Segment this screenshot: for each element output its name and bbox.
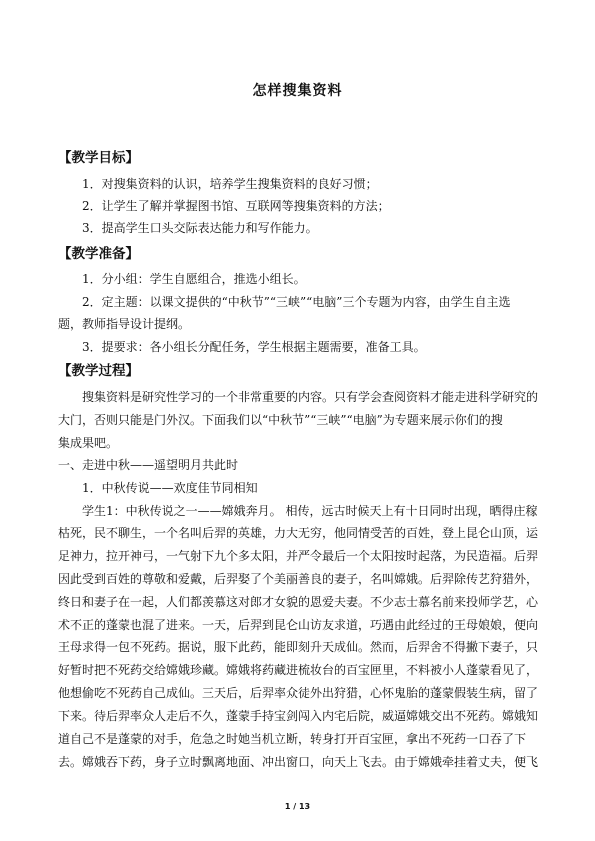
section-heading-process: 【教学过程】 xyxy=(58,363,139,379)
text-line: 2．让学生了解并掌握图书馆、互联网等搜集资料的方法； xyxy=(82,199,390,213)
text-line: 一、走进中秋——遥望明月共此时 xyxy=(58,458,239,472)
section-heading-preparation: 【教学准备】 xyxy=(58,246,139,262)
document-title: 怎样搜集资料 xyxy=(252,83,343,99)
page-number: 1 / 13 xyxy=(284,802,311,811)
text-line: 1．分小组：学生自愿组合，推选小组长。 xyxy=(82,272,306,286)
text-line: 1．对搜集资料的认识，培养学生搜集资料的良好习惯； xyxy=(82,177,378,191)
text-line: 去。嫦娥吞下药，身子立时飘离地面、冲出窗口，向天上飞去。由于嫦娥牵挂着丈夫，便飞 xyxy=(58,755,539,769)
text-line: 大门，否则只能是门外汉。下面我们以“中秋节”“三峡”“电脑”为专题来展示你们的搜 xyxy=(58,413,503,427)
text-line: 足神力，拉开神弓，一气射下九个多太阳，并严令最后一个太阳按时起落，为民造福。后羿 xyxy=(58,549,539,563)
text-line: 1．中秋传说——欢度佳节同相知 xyxy=(82,481,258,495)
text-line: 枯死，民不聊生，一个名叫后羿的英雄，力大无穷，他同情受苦的百姓，登上昆仑山顶，运 xyxy=(58,526,539,540)
text-line: 术不正的蓬蒙也混了进来。一天，后羿到昆仑山访友求道，巧遇由此经过的王母娘娘，便向 xyxy=(58,618,539,632)
text-line: 3．提高学生口头交际表达能力和写作能力。 xyxy=(82,221,318,235)
text-line: 他想偷吃不死药自己成仙。三天后，后羿率众徒外出狩猎，心怀鬼胎的蓬蒙假装生病，留了 xyxy=(58,686,539,700)
text-line: 题，教师指导设计提纲。 xyxy=(58,317,191,331)
text-line: 集成果吧。 xyxy=(58,436,119,450)
text-line: 因此受到百姓的尊敬和爱戴，后羿娶了个美丽善良的妻子，名叫嫦娥。后羿除传艺狩猎外， xyxy=(58,572,539,586)
text-line: 学生1：中秋传说之一——嫦娥奔月。 相传，远古时候天上有十日同时出现，晒得庄稼 xyxy=(82,504,538,518)
text-line: 搜集资料是研究性学习的一个非常重要的内容。只有学会查阅资料才能走进科学研究的 xyxy=(82,390,539,404)
text-line: 王母求得一包不死药。据说，服下此药，能即刻升天成仙。然而，后羿舍不得撇下妻子，只 xyxy=(58,640,539,654)
text-line: 道自己不是蓬蒙的对手，危急之时她当机立断，转身打开百宝匣，拿出不死药一口吞了下 xyxy=(58,732,527,746)
text-line: 3．提要求：各小组长分配任务，学生根据主题需要，准备工具。 xyxy=(82,340,426,354)
section-heading-objectives: 【教学目标】 xyxy=(58,150,139,166)
text-line: 下来。待后羿率众人走后不久，蓬蒙手持宝剑闯入内宅后院，威逼嫦娥交出不死药。嫦娥知 xyxy=(58,709,539,723)
text-line: 终日和妻子在一起，人们都羡慕这对郎才女貌的恩爱夫妻。不少志士慕名前来投师学艺，心 xyxy=(58,595,539,609)
text-line: 好暂时把不死药交给嫦娥珍藏。嫦娥将药藏进梳妆台的百宝匣里，不料被小人蓬蒙看见了， xyxy=(58,663,539,677)
text-line: 2．定主题：以课文提供的“中秋节”“三峡”“电脑”三个专题为内容，由学生自主选 xyxy=(82,295,511,309)
